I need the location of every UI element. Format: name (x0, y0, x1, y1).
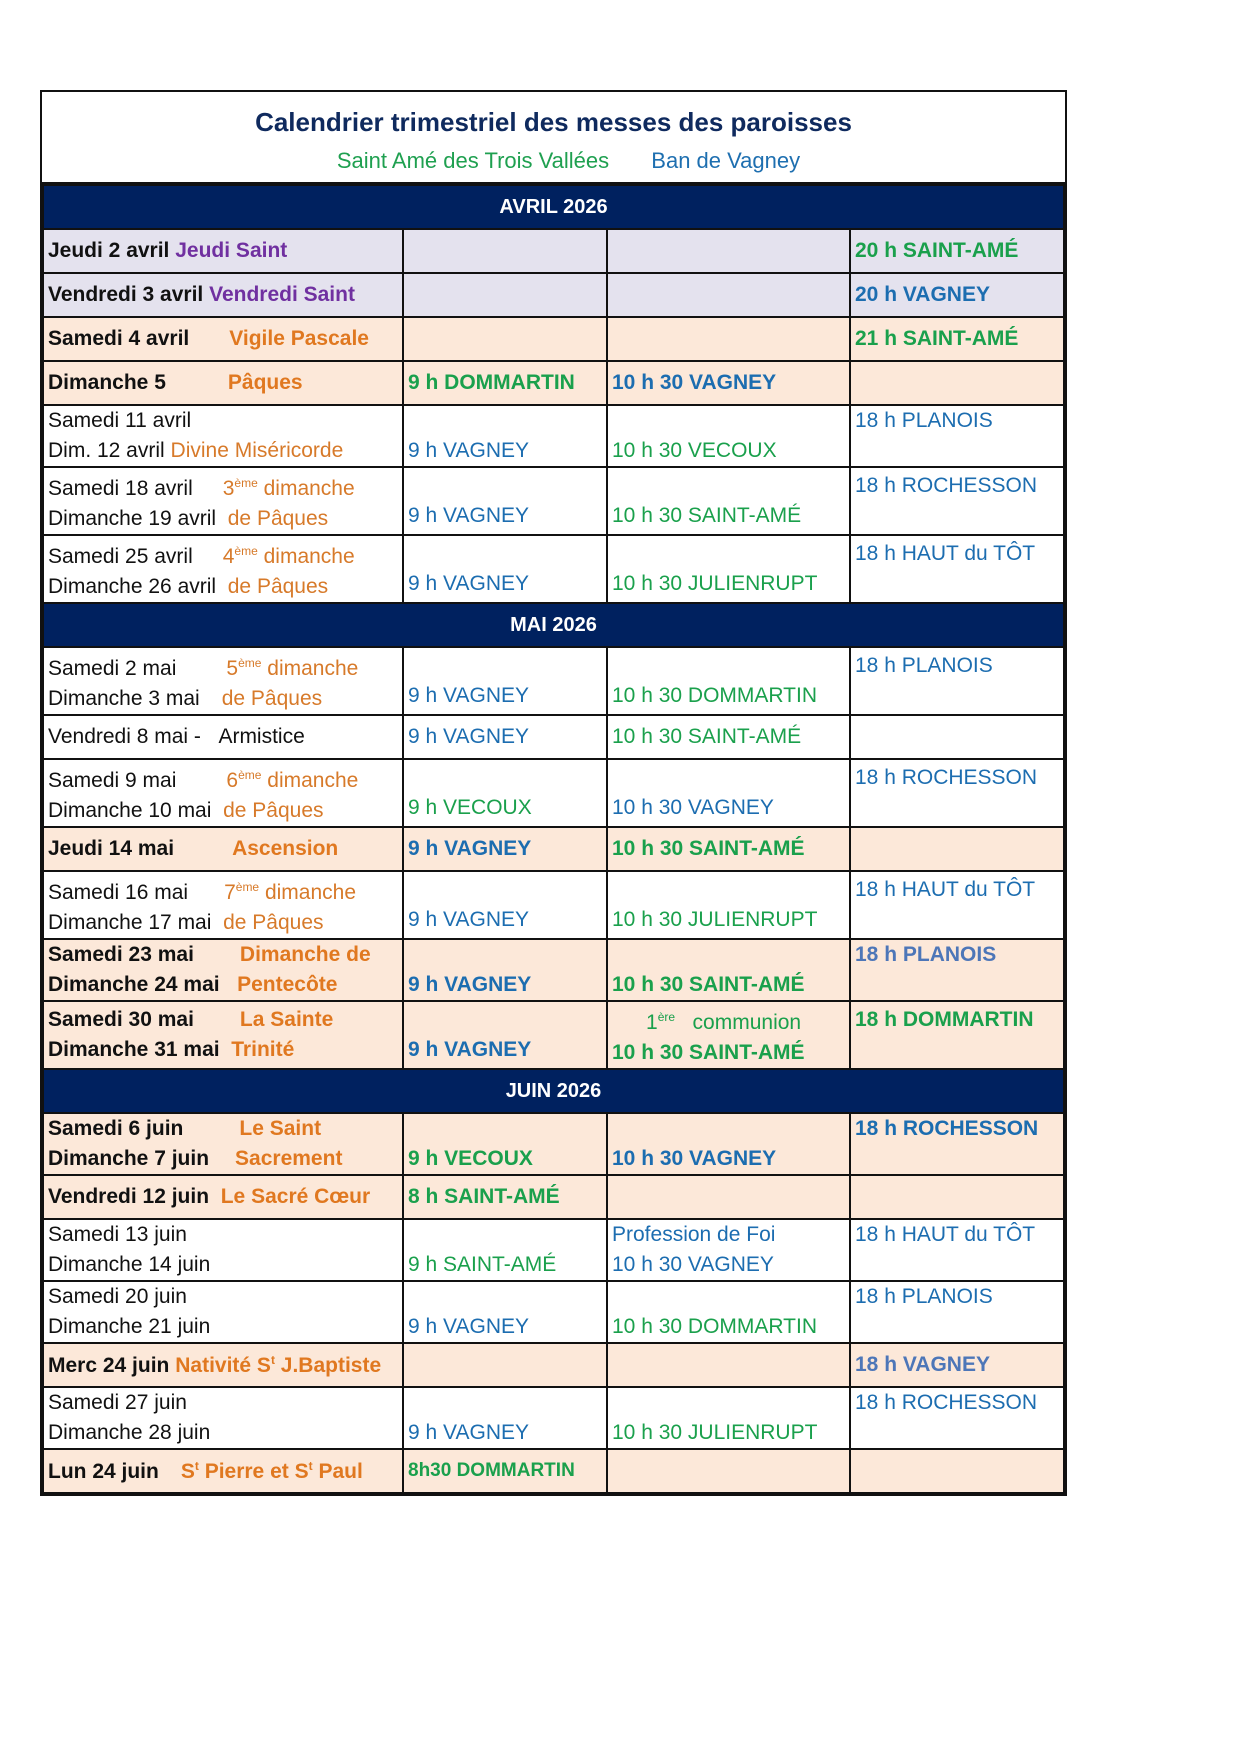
month-header-june (43, 1069, 1064, 1113)
table-row (43, 1449, 1064, 1493)
feast-name: Vigile Pascale (229, 327, 369, 350)
mass-slot-evening (850, 467, 1064, 535)
date-text: Dimanche 5 (48, 371, 166, 394)
mass-slot-9h (403, 229, 607, 273)
mass-time-place: 10 h 30 VAGNEY (612, 1253, 774, 1276)
feast-name: Vendredi Saint (209, 283, 355, 306)
feast-name: de Pâques (227, 575, 329, 598)
table-row (43, 1281, 1064, 1343)
mass-calendar-sheet (40, 90, 1067, 1496)
date-cell (43, 467, 403, 535)
mass-slot-9h: 9 h VAGNEY (403, 715, 607, 759)
mass-slot-10h30 (607, 1449, 850, 1493)
mass-slot-10h30 (607, 1281, 850, 1343)
feast-ordinal: 5ème dimanche (226, 656, 359, 680)
mass-time-place: 10 h 30 SAINT-AMÉ (612, 973, 805, 996)
mass-time-place: 9 h VAGNEY (408, 1421, 529, 1444)
date-text: Samedi 27 juin (48, 1391, 187, 1414)
table-row (43, 1219, 1064, 1281)
mass-time-place: 9 h VECOUX (408, 796, 532, 819)
date-cell (43, 1175, 403, 1219)
mass-time-place: 9 h VAGNEY (408, 439, 529, 462)
mass-time-place: 18 h ROCHESSON (855, 766, 1038, 789)
mass-slot-evening (850, 535, 1064, 603)
feast-name: Armistice (218, 725, 305, 748)
mass-slot-9h (403, 535, 607, 603)
mass-time-place: 10 h 30 DOMMARTIN (612, 1315, 818, 1338)
mass-time-place: 10 h 30 JULIENRUPT (612, 908, 818, 931)
feast-name: Le Sacré Cœur (220, 1185, 371, 1208)
parish-ban-de-vagney: Ban de Vagney (651, 148, 801, 173)
date-text: Samedi 20 juin (48, 1285, 187, 1308)
mass-slot-10h30 (607, 1175, 850, 1219)
date-text: Samedi 9 mai (48, 769, 177, 792)
mass-time-place: 9 h VAGNEY (408, 908, 529, 931)
month-label: MAI 2026 (43, 603, 1064, 647)
table-row (43, 759, 1064, 827)
mass-time-place: 9 h VAGNEY (408, 1038, 532, 1061)
mass-time-place: 9 h VECOUX (408, 1147, 533, 1170)
date-cell (43, 1449, 403, 1493)
mass-slot-10h30 (607, 535, 850, 603)
date-text: Jeudi 14 mai (48, 837, 175, 860)
date-text: Samedi 13 juin (48, 1223, 187, 1246)
mass-schedule-table (42, 184, 1065, 1494)
feast-ordinal: 3ème dimanche (222, 476, 355, 500)
date-text: Samedi 18 avril (48, 477, 193, 500)
page-title: Calendrier trimestriel des messes des paroisses (255, 107, 852, 137)
date-cell (43, 1343, 403, 1387)
mass-slot-9h (403, 1387, 607, 1449)
mass-time-place: 10 h 30 SAINT-AMÉ (612, 1041, 805, 1064)
date-text: Samedi 25 avril (48, 545, 193, 568)
mass-slot-evening (850, 1387, 1064, 1449)
date-text: Dimanche 31 mai (48, 1038, 220, 1061)
mass-slot-evening (850, 1281, 1064, 1343)
feast-name: Divine Miséricorde (170, 439, 344, 462)
mass-slot-evening (850, 1449, 1064, 1493)
feast-name: Dimanche de (239, 943, 371, 966)
date-text: Samedi 30 mai (48, 1008, 194, 1031)
date-text: Dimanche 21 juin (48, 1315, 211, 1338)
mass-slot-10h30 (607, 273, 850, 317)
date-cell (43, 1387, 403, 1449)
date-cell (43, 535, 403, 603)
mass-slot-evening (850, 361, 1064, 405)
date-text: Vendredi 3 avril (48, 283, 204, 306)
mass-slot-10h30 (607, 759, 850, 827)
date-text: Samedi 6 juin (48, 1117, 184, 1140)
table-row (43, 1175, 1064, 1219)
date-cell (43, 361, 403, 405)
date-cell (43, 715, 403, 759)
mass-slot-10h30 (607, 1113, 850, 1175)
mass-slot-evening: 20 h SAINT-AMÉ (850, 229, 1064, 273)
table-row (43, 715, 1064, 759)
mass-slot-10h30 (607, 467, 850, 535)
month-header-april (43, 185, 1064, 229)
mass-slot-9h (403, 1281, 607, 1343)
table-row (43, 827, 1064, 871)
table-row (43, 1001, 1064, 1069)
mass-time-place: 18 h PLANOIS (855, 409, 993, 432)
parish-names (42, 146, 1065, 176)
mass-time-place: 10 h 30 SAINT-AMÉ (612, 504, 802, 527)
date-text: Dimanche 26 avril (48, 575, 217, 598)
feast-ordinal: 4ème dimanche (222, 544, 355, 568)
date-cell (43, 1001, 403, 1069)
mass-slot-10h30 (607, 1219, 850, 1281)
mass-time-place: 18 h PLANOIS (855, 1285, 993, 1308)
date-cell (43, 1219, 403, 1281)
table-row (43, 647, 1064, 715)
mass-time-place: 9 h SAINT-AMÉ (408, 1253, 557, 1276)
table-row (43, 871, 1064, 939)
mass-slot-evening: 18 h VAGNEY (850, 1343, 1064, 1387)
mass-slot-10h30 (607, 939, 850, 1001)
mass-slot-9h: 9 h DOMMARTIN (403, 361, 607, 405)
date-text: Samedi 4 avril (48, 327, 190, 350)
mass-time-place: 10 h 30 DOMMARTIN (612, 684, 818, 707)
date-cell (43, 827, 403, 871)
feast-name: Pâques (227, 371, 303, 394)
mass-time-place: 9 h VAGNEY (408, 1315, 529, 1338)
feast-name: Nativité $S^t$ J.Baptiste (175, 1352, 382, 1377)
mass-slot-9h (403, 939, 607, 1001)
mass-slot-9h (403, 1001, 607, 1069)
date-text: Dimanche 7 juin (48, 1147, 210, 1170)
mass-slot-evening: 21 h SAINT-AMÉ (850, 317, 1064, 361)
mass-slot-evening (850, 1175, 1064, 1219)
mass-slot-10h30 (607, 1387, 850, 1449)
month-label: JUIN 2026 (43, 1069, 1064, 1113)
mass-time-place: 10 h 30 JULIENRUPT (612, 1421, 818, 1444)
mass-slot-evening (850, 647, 1064, 715)
mass-time-place: 18 h ROCHESSON (855, 1117, 1039, 1140)
mass-time-place: 18 h DOMMARTIN (855, 1008, 1034, 1031)
month-label: AVRIL 2026 (43, 185, 1064, 229)
date-text: Vendredi 12 juin (48, 1185, 210, 1208)
mass-slot-evening (850, 715, 1064, 759)
mass-time-place: 9 h VAGNEY (408, 504, 529, 527)
date-text: Dimanche 19 avril (48, 507, 217, 530)
mass-slot-10h30 (607, 317, 850, 361)
date-cell (43, 759, 403, 827)
mass-slot-9h (403, 405, 607, 467)
table-row (43, 1387, 1064, 1449)
profession-de-foi-note: Profession de Foi (612, 1223, 776, 1246)
feast-name: de Pâques (227, 507, 329, 530)
mass-time-place: 18 h ROCHESSON (855, 1391, 1038, 1414)
mass-time-place: 10 h 30 JULIENRUPT (612, 572, 818, 595)
mass-slot-10h30 (607, 1343, 850, 1387)
date-text: Dimanche 17 mai (48, 911, 212, 934)
mass-slot-evening (850, 939, 1064, 1001)
table-row (43, 229, 1064, 273)
date-text: Dimanche 10 mai (48, 799, 212, 822)
mass-slot-9h: 8h30 DOMMARTIN (403, 1449, 607, 1493)
first-communion-note: 1ère communion (646, 1010, 802, 1034)
calendar-header (42, 92, 1065, 184)
mass-time-place: 18 h ROCHESSON (855, 474, 1038, 497)
mass-time-place: 18 h HAUT du TÔT (855, 878, 1036, 901)
date-text: Samedi 23 mai (48, 943, 194, 966)
mass-slot-evening (850, 1001, 1064, 1069)
mass-slot-evening (850, 1219, 1064, 1281)
mass-time-place: 9 h VAGNEY (408, 973, 532, 996)
mass-time-place: 9 h VAGNEY (408, 572, 529, 595)
mass-time-place: 18 h PLANOIS (855, 654, 993, 677)
mass-slot-10h30: 10 h 30 SAINT-AMÉ (607, 715, 850, 759)
feast-name: de Pâques (223, 911, 324, 934)
table-row (43, 1113, 1064, 1175)
date-text: Merc 24 juin (48, 1353, 170, 1377)
mass-time-place: 18 h PLANOIS (855, 943, 997, 966)
mass-slot-evening (850, 759, 1064, 827)
mass-slot-evening (850, 871, 1064, 939)
mass-slot-9h (403, 1343, 607, 1387)
date-cell (43, 939, 403, 1001)
month-header-may (43, 603, 1064, 647)
mass-time-place: 10 h 30 VECOUX (612, 439, 777, 462)
table-row (43, 273, 1064, 317)
table-row (43, 467, 1064, 535)
mass-slot-9h (403, 1113, 607, 1175)
date-cell (43, 273, 403, 317)
date-text: Dimanche 3 mai (48, 687, 200, 710)
table-row (43, 939, 1064, 1001)
feast-ordinal: 7ème dimanche (224, 880, 357, 904)
feast-name: Pentecôte (237, 973, 338, 996)
date-cell (43, 871, 403, 939)
mass-slot-9h (403, 273, 607, 317)
feast-name: de Pâques (221, 687, 323, 710)
mass-time-place: 10 h 30 VAGNEY (612, 1147, 777, 1170)
date-text: Dimanche 24 mai (48, 973, 220, 996)
mass-slot-10h30: 10 h 30 SAINT-AMÉ (607, 827, 850, 871)
mass-slot-10h30 (607, 405, 850, 467)
date-cell (43, 1281, 403, 1343)
date-cell (43, 405, 403, 467)
date-text: Samedi 16 mai (48, 881, 189, 904)
feast-name: Ascension (232, 837, 339, 860)
mass-slot-10h30 (607, 647, 850, 715)
date-cell (43, 229, 403, 273)
mass-slot-10h30 (607, 1001, 850, 1069)
table-row (43, 317, 1064, 361)
mass-slot-10h30 (607, 871, 850, 939)
mass-time-place: 10 h 30 VAGNEY (612, 796, 774, 819)
mass-slot-evening (850, 827, 1064, 871)
mass-slot-10h30: 10 h 30 VAGNEY (607, 361, 850, 405)
mass-slot-9h: 8 h SAINT-AMÉ (403, 1175, 607, 1219)
table-row (43, 361, 1064, 405)
date-text: Jeudi 2 avril (48, 239, 170, 262)
date-text: Samedi 11 avril (48, 409, 192, 432)
mass-time-place: 18 h HAUT du TÔT (855, 542, 1036, 565)
mass-slot-9h (403, 317, 607, 361)
date-text: Lun 24 juin (48, 1459, 159, 1483)
feast-name: Sacrement (235, 1147, 343, 1170)
mass-slot-9h: 9 h VAGNEY (403, 827, 607, 871)
mass-slot-evening (850, 1113, 1064, 1175)
mass-slot-9h (403, 647, 607, 715)
feast-name: Trinité (231, 1038, 295, 1061)
feast-name: Le Saint (239, 1117, 322, 1140)
date-text: Dimanche 14 juin (48, 1253, 211, 1276)
date-text: Dim. 12 avril (48, 439, 165, 462)
date-text: Vendredi 8 mai - (48, 725, 201, 748)
table-row (43, 405, 1064, 467)
feast-name: de Pâques (223, 799, 324, 822)
date-cell (43, 1113, 403, 1175)
date-text: Dimanche 28 juin (48, 1421, 211, 1444)
parish-saint-ame: Saint Amé des Trois Vallées (336, 148, 610, 173)
mass-slot-evening (850, 405, 1064, 467)
table-row (43, 535, 1064, 603)
feast-name: $S^t$ Pierre et $S^t$ Paul (180, 1458, 363, 1483)
mass-slot-9h (403, 467, 607, 535)
mass-time-place: 18 h HAUT du TÔT (855, 1223, 1036, 1246)
mass-time-place: 9 h VAGNEY (408, 684, 529, 707)
mass-slot-9h (403, 759, 607, 827)
feast-name: La Sainte (239, 1008, 334, 1031)
date-cell (43, 317, 403, 361)
feast-ordinal: 6ème dimanche (226, 768, 359, 792)
mass-slot-evening: 20 h VAGNEY (850, 273, 1064, 317)
mass-slot-9h (403, 1219, 607, 1281)
date-cell (43, 647, 403, 715)
mass-slot-10h30 (607, 229, 850, 273)
feast-name: Jeudi Saint (175, 239, 288, 262)
date-text: Samedi 2 mai (48, 657, 177, 680)
mass-slot-9h (403, 871, 607, 939)
table-row (43, 1343, 1064, 1387)
